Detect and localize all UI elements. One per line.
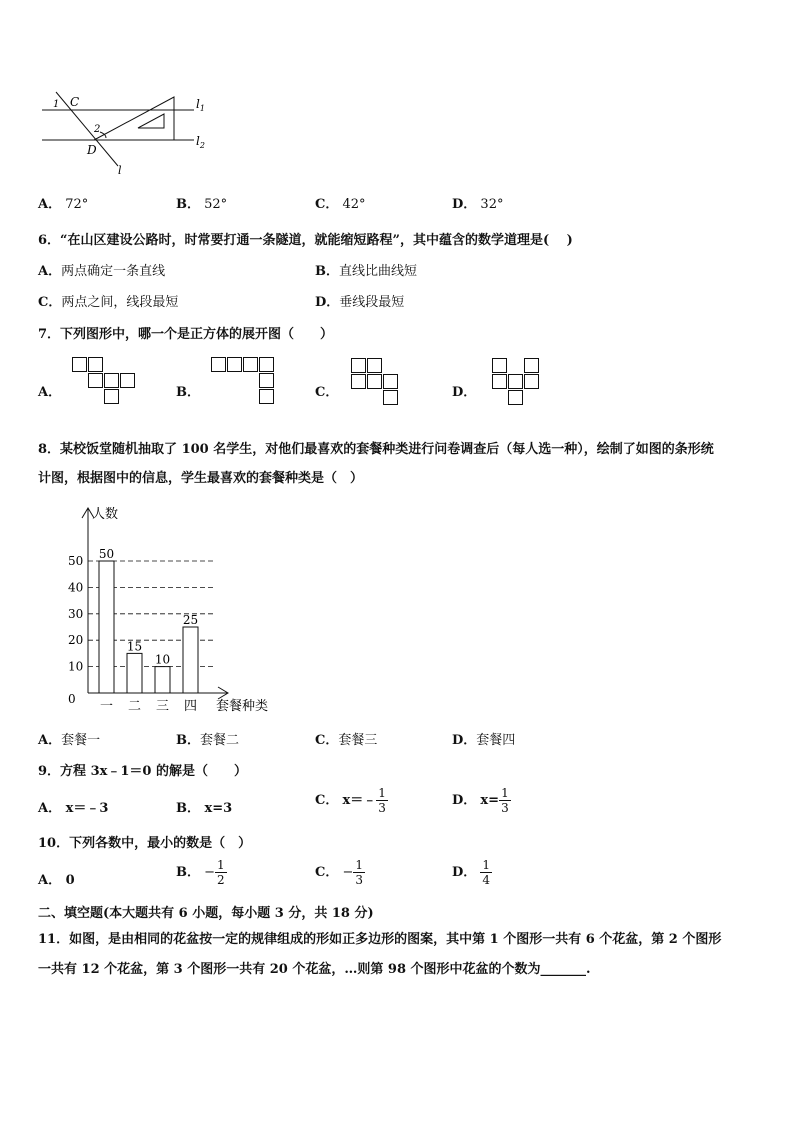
- q9-option-d[interactable]: D． x= $\frac{1}{3}$: [452, 786, 509, 815]
- bar-chart: [60, 500, 290, 720]
- y-tick-label-30: 30: [68, 606, 84, 621]
- q10-option-b[interactable]: B． − $\frac{1}{2}$: [176, 858, 225, 887]
- parallel-lines-figure: [36, 90, 226, 180]
- bar-value-label-4: 25: [182, 613, 199, 627]
- q9-option-a[interactable]: A． x＝﹣3: [38, 801, 109, 816]
- label-2: 2: [94, 124, 101, 135]
- q9-option-b[interactable]: B． x=3: [176, 801, 233, 816]
- q7-option-c[interactable]: C．: [315, 385, 339, 400]
- q10-option-c-fraction: $\frac{1}{3}$: [355, 858, 364, 887]
- triangle-ruler-inner: [138, 114, 164, 128]
- q7-option-a[interactable]: A．: [38, 385, 62, 400]
- label-l1: $l_1$: [196, 97, 205, 113]
- q10-option-a[interactable]: A． 0: [38, 873, 75, 888]
- q8-option-b[interactable]: B．套餐二: [176, 733, 240, 748]
- q10-option-b-fraction: $\frac{1}{2}$: [217, 858, 225, 887]
- bar-2: [127, 653, 142, 693]
- label-c: C: [70, 95, 80, 109]
- q11-line1: 11．如图，是由相同的花盆按一定的规律组成的形如正多边形的图案，其中第 1 个图形一共有 6 个花盆，第 2 个图形: [38, 932, 722, 947]
- q9-option-c-fraction: $\frac{1}{3}$: [378, 786, 386, 815]
- q9-option-d-fraction: $\frac{1}{3}$: [501, 786, 509, 815]
- bar-1: [99, 561, 114, 693]
- q9-option-c[interactable]: C． x＝﹣ $\frac{1}{3}$: [315, 786, 386, 815]
- q6-option-b[interactable]: B．直线比曲线短: [315, 264, 418, 279]
- q5-option-d[interactable]: D． 32°: [452, 197, 504, 212]
- q10-option-c[interactable]: C． − $\frac{1}{3}$: [315, 858, 364, 887]
- x-category-label-1: 一: [99, 699, 114, 714]
- q8-option-a[interactable]: A．套餐一: [38, 733, 101, 748]
- x-axis-label: 套餐种类: [216, 699, 269, 714]
- bar-value-label-3: 10: [154, 652, 171, 667]
- q7-stem: 7．下列图形中，哪一个是正方体的展开图（ ）: [38, 327, 334, 342]
- bar-3: [155, 667, 170, 693]
- q5-option-a[interactable]: A． 72°: [38, 197, 89, 212]
- bar-4: [183, 627, 198, 693]
- y-tick-label-50: 50: [68, 554, 84, 568]
- q5-option-b[interactable]: B． 52°: [176, 197, 228, 212]
- bar-value-label-2: 15: [126, 639, 143, 654]
- y-tick-label-10: 10: [68, 659, 84, 674]
- q7-option-d[interactable]: D．: [452, 385, 477, 400]
- chart-ticks: [68, 554, 83, 706]
- q10-option-d[interactable]: D． $\frac{1}{4}$: [452, 858, 491, 887]
- q6-option-a[interactable]: A．两点确定一条直线: [38, 264, 166, 279]
- x-category-label-4: 四: [183, 699, 198, 714]
- section-2-heading: 二、填空题(本大题共有 6 小题，每小题 3 分，共 18 分): [38, 906, 374, 921]
- q10-option-d-fraction: $\frac{1}{4}$: [482, 858, 491, 887]
- y-tick-label-40: 40: [68, 580, 84, 595]
- label-d: D: [87, 143, 97, 157]
- y-tick-label-20: 20: [68, 633, 84, 648]
- q6-stem: 6．“在山区建设公路时，时常要打通一条隧道，就能缩短路程”，其中蕴含的数学道理是( ): [38, 233, 573, 248]
- q8-stem-line2: 计图，根据图中的信息，学生最喜欢的套餐种类是（ ）: [38, 471, 364, 486]
- x-category-label-2: 二: [127, 699, 142, 714]
- q9-stem: 9．方程 3x﹣1＝0 的解是（ ）: [38, 764, 247, 779]
- x-category-label-3: 三: [155, 699, 170, 714]
- q7-option-b[interactable]: B．: [176, 385, 200, 400]
- bar-value-label-1: 50: [98, 547, 115, 561]
- q10-stem: 10．下列各数中，最小的数是（ ）: [38, 836, 252, 851]
- q5-option-c[interactable]: C． 42°: [315, 197, 366, 212]
- triangle-ruler: [94, 97, 174, 140]
- chart-categories: [100, 699, 197, 714]
- q8-stem-line1: 8．某校饭堂随机抽取了 100 名学生，对他们最喜欢的套餐种类进行问卷调查后（每人选一种），绘制了如图的条形统: [38, 442, 714, 457]
- label-1: 1: [53, 99, 60, 110]
- chart-bars: [99, 547, 198, 693]
- q8-option-c[interactable]: C．套餐三: [315, 733, 378, 748]
- q6-option-d[interactable]: D．垂线段最短: [315, 295, 405, 310]
- label-l: l: [118, 164, 122, 177]
- label-l2: $l_2$: [196, 134, 205, 150]
- y-tick-label-0: 0: [68, 692, 76, 706]
- q6-option-c[interactable]: C．两点之间，线段最短: [38, 295, 179, 310]
- y-axis-label: 人数: [92, 507, 119, 522]
- q11-line2: 一共有 12 个花盆，第 3 个图形一共有 20 个花盆，…则第 98 个图形中花盆的个数为_______.: [38, 962, 591, 977]
- q8-option-d[interactable]: D．套餐四: [452, 733, 516, 748]
